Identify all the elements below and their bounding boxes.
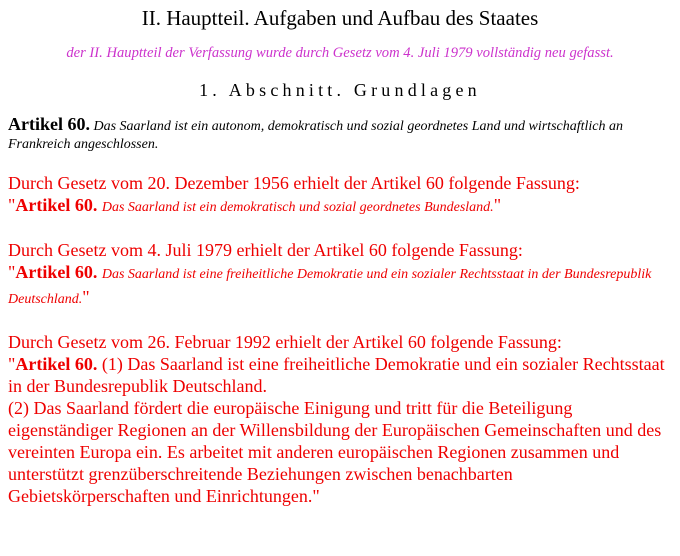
article-title: Artikel 60. bbox=[8, 114, 90, 134]
article-text: Das Saarland ist eine freiheitliche Demokratie und ein sozialer Rechtsstaat in der Bundesrepublik Deutschland. bbox=[8, 267, 652, 307]
article-title: Artikel 60. bbox=[15, 195, 98, 215]
article-paragraph-2 bbox=[8, 397, 672, 507]
article-text: Das Saarland ist ein autonom, demokratisch und sozial geordnetes Land und wirtschaftlich an Frankreich angeschlossen. bbox=[8, 119, 624, 152]
open-quote: " bbox=[8, 262, 16, 282]
amendment-intro: Durch Gesetz vom 20. Dezember 1956 erhielt der Artikel 60 folgende Fassung: bbox=[8, 173, 580, 193]
section-title: 1. Abschnitt. Grundlagen bbox=[199, 80, 481, 100]
open-quote: " bbox=[8, 195, 16, 215]
open-quote: " bbox=[8, 354, 16, 374]
amendment-1979 bbox=[8, 239, 672, 311]
page-heading: II. Hauptteil. Aufgaben und Aufbau des Staates bbox=[141, 6, 539, 30]
amendment-note: der II. Hauptteil der Verfassung wurde durch Gesetz vom 4. Juli 1979 vollständig neu gefasst. bbox=[66, 45, 614, 61]
close-quote: " bbox=[82, 287, 90, 307]
article-title: Artikel 60. bbox=[15, 354, 98, 374]
paragraph-2-text: (2) Das Saarland fördert die europäische Einigung und tritt für die Beteiligung eigenständiger Regionen an der Willensbildung der Europäischen Gemeinschaften und des vereinten Europa ein. Es arbeitet mit anderen europäischen Regionen zusammen und unterstützt grenzüberschreitende Beziehungen zwischen benachbarten Gebietskörperschaften und Einrichtungen. bbox=[8, 398, 662, 506]
article-text: Das Saarland ist ein demokratisch und sozial geordnetes Bundesland. bbox=[101, 200, 494, 215]
close-quote: " bbox=[493, 195, 502, 215]
original-article-60 bbox=[8, 115, 672, 154]
amendment-intro: Durch Gesetz vom 26. Februar 1992 erhielt der Artikel 60 folgende Fassung: bbox=[8, 332, 562, 352]
amendment-intro: Durch Gesetz vom 4. Juli 1979 erhielt der Artikel 60 folgende Fassung: bbox=[8, 240, 523, 260]
amendment-1956 bbox=[8, 172, 672, 219]
close-quote: " bbox=[312, 486, 320, 506]
article-title: Artikel 60. bbox=[15, 262, 98, 282]
document-page bbox=[0, 6, 680, 556]
article-paragraph-1: (1) Das Saarland ist eine freiheitliche Demokratie und ein sozialer Rechtsstaat in der Bundesrepublik Deutschland. bbox=[8, 354, 665, 396]
amendment-1992 bbox=[8, 331, 672, 507]
